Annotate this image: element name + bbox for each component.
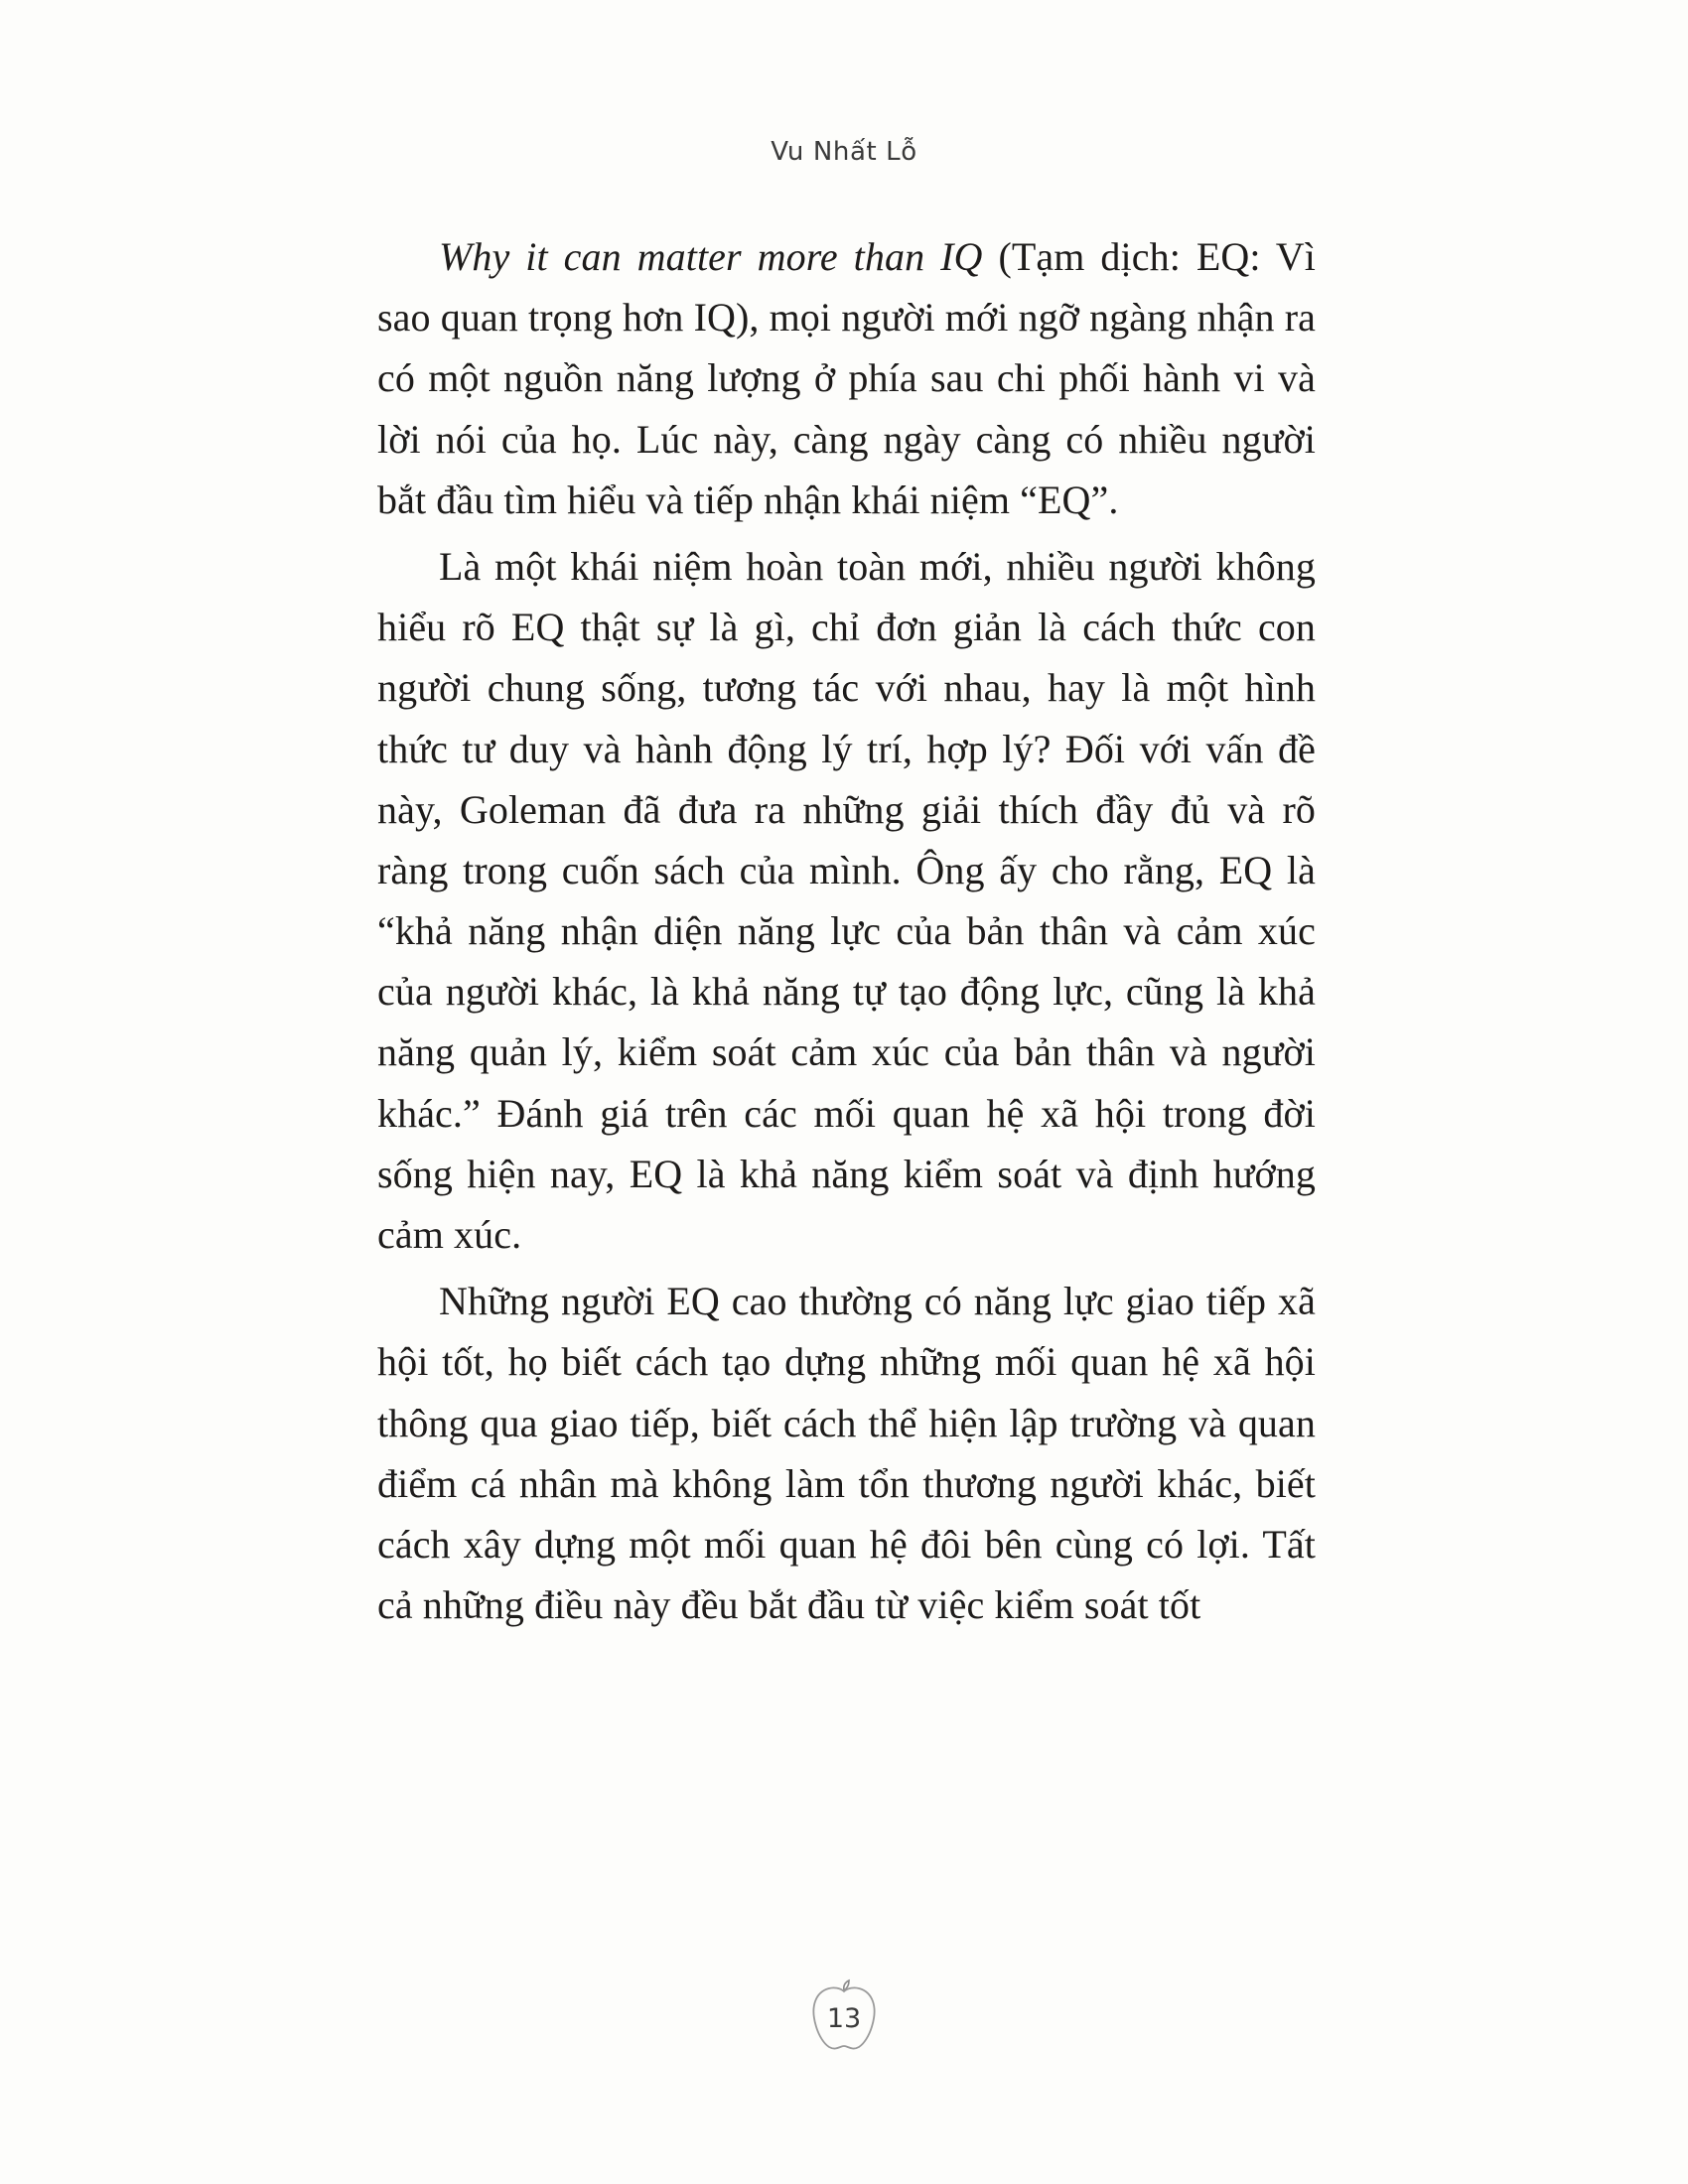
italic-book-title: Why it can matter more than IQ — [439, 234, 983, 279]
page-number: 13 — [826, 2002, 862, 2034]
paragraph-2: Là một khái niệm hoàn toàn mới, nhiều người không hiểu rõ EQ thật sự là gì, chỉ đơn giản là cách thức con người chung sống, tương tác với nhau, hay là một hình thức tư duy và hành động lý trí, hợp lý? Đối với vấn đề này, Goleman đã đưa ra những giải thích đầy đủ và rõ ràng trong cuốn sách của mình. Ông ấy cho rằng, EQ là “khả năng nhận diện năng lực của bản thân và cảm xúc của người khác, là khả năng tự tạo động lực, cũng là khả năng quản lý, kiểm soát cảm xúc của bản thân và người khác.” Đánh giá trên các mối quan hệ xã hội trong đời sống hiện nay, EQ là khả năng kiểm soát và định hướng cảm xúc. — [377, 543, 1316, 1257]
paragraph-1 — [377, 226, 1316, 530]
apple-outline-icon — [796, 1979, 892, 2052]
paragraph-1-rest: (Tạm dịch: EQ: Vì sao quan trọng hơn IQ), mọi người mới ngỡ ngàng nhận ra có một nguồn năng lượng ở phía sau chi phối hành vi và lời nói của họ. Lúc này, càng ngày càng có nhiều người bắt đầu tìm hiểu và tiếp nhận khái niệm “EQ”. — [377, 234, 1316, 522]
folio — [0, 1979, 1688, 2057]
paragraph-3: Những người EQ cao thường có năng lực giao tiếp xã hội tốt, họ biết cách tạo dựng những mối quan hệ xã hội thông qua giao tiếp, biết cách thể hiện lập trường và quan điểm cá nhân mà không làm tổn thương người khác, biết cách xây dựng một mối quan hệ đôi bên cùng có lợi. Tất cả những điều này đều bắt đầu từ việc kiểm soát tốt — [377, 1279, 1316, 1628]
running-head: Vu Nhất Lỗ — [771, 137, 917, 167]
body-text-column — [377, 226, 1316, 1641]
